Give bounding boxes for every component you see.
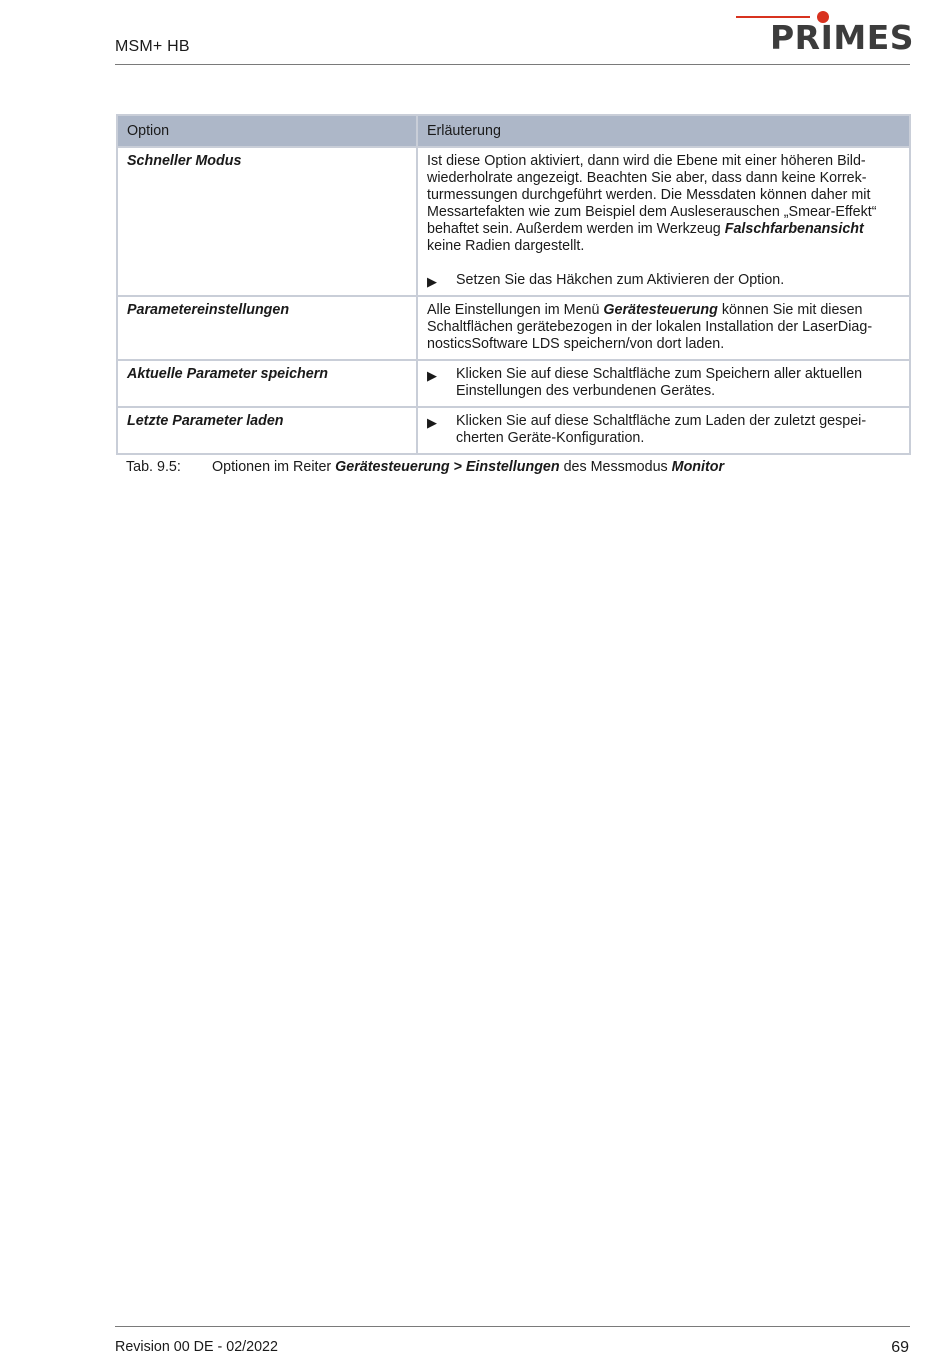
option-explanation	[417, 147, 910, 296]
instruction-text: Setzen Sie das Häkchen zum Aktivieren der Option.	[456, 272, 785, 288]
table-row-parameter-settings	[117, 296, 910, 360]
option-explanation	[417, 407, 910, 454]
caption-text: des Messmodus	[559, 459, 672, 475]
caption-emphasis: Monitor	[671, 459, 725, 475]
header-divider	[115, 64, 910, 65]
page-number: 69	[891, 1339, 909, 1356]
options-table	[116, 114, 911, 455]
option-name: Schneller Modus	[117, 147, 417, 296]
emphasis-term: Gerätesteuerung	[603, 302, 718, 318]
instruction-step	[427, 413, 900, 447]
option-explanation	[417, 296, 910, 360]
option-name: Parametereinstellungen	[117, 296, 417, 360]
instruction-text: Klicken Sie auf diese Schaltfläche zum Laden der zuletzt gespeicherten Geräte-Konfiguration.	[456, 413, 867, 446]
column-header-explanation: Erläuterung	[417, 115, 910, 147]
footer-divider	[115, 1326, 910, 1327]
table-row-save-parameters	[117, 360, 910, 407]
revision-info: Revision 00 DE - 02/2022	[115, 1339, 278, 1355]
instruction-step	[427, 366, 900, 400]
option-explanation	[417, 360, 910, 407]
explanation-text: Alle Einstellungen im Menü	[427, 302, 604, 318]
logo-wordmark: PRIMES	[770, 18, 915, 57]
table-header-row	[117, 115, 910, 147]
instruction-text: Klicken Sie auf diese Schaltfläche zum Speichern aller aktuellen Einstellungen des verbundenen Gerätes.	[456, 366, 863, 399]
emphasis-term: Falschfarbenansicht	[724, 221, 864, 237]
arrow-bullet-icon: ▶	[427, 368, 437, 383]
option-name: Aktuelle Parameter speichern	[117, 360, 417, 407]
primes-logo	[736, 10, 915, 58]
explanation-paragraph	[427, 153, 900, 255]
caption-text: Optionen im Reiter	[212, 459, 336, 475]
caption-emphasis: Gerätesteuerung > Einstellungen	[335, 459, 560, 475]
arrow-bullet-icon: ▶	[427, 274, 437, 289]
arrow-bullet-icon: ▶	[427, 415, 437, 430]
explanation-text: können Sie mit diesen Schaltflächen gerätebezogen in der lokalen Installation der LaserDiagnosticsSoftware LDS speichern/von dort laden.	[427, 302, 873, 352]
explanation-paragraph	[427, 302, 900, 353]
document-title: MSM+ HB	[115, 38, 190, 55]
explanation-text: keine Radien dargestellt.	[427, 238, 585, 254]
table-row-load-parameters	[117, 407, 910, 454]
column-header-option: Option	[117, 115, 417, 147]
instruction-step	[427, 272, 900, 289]
option-name: Letzte Parameter laden	[117, 407, 417, 454]
table-caption	[126, 459, 724, 475]
explanation-text: Ist diese Option aktiviert, dann wird die Ebene mit einer höheren Bildwiederholrate angezeigt. Beachten Sie aber, dass dann keine Korrekturmessungen durchgeführt werden. Die Messdaten können daher mit Messartefakten wie zum Beispiel dem Ausleserauschen „Smear-Effekt“ behaftet sein. Außerdem werden im Werkzeug	[427, 153, 877, 237]
table-row-fast-mode	[117, 147, 910, 296]
caption-number: Tab. 9.5:	[126, 459, 181, 475]
